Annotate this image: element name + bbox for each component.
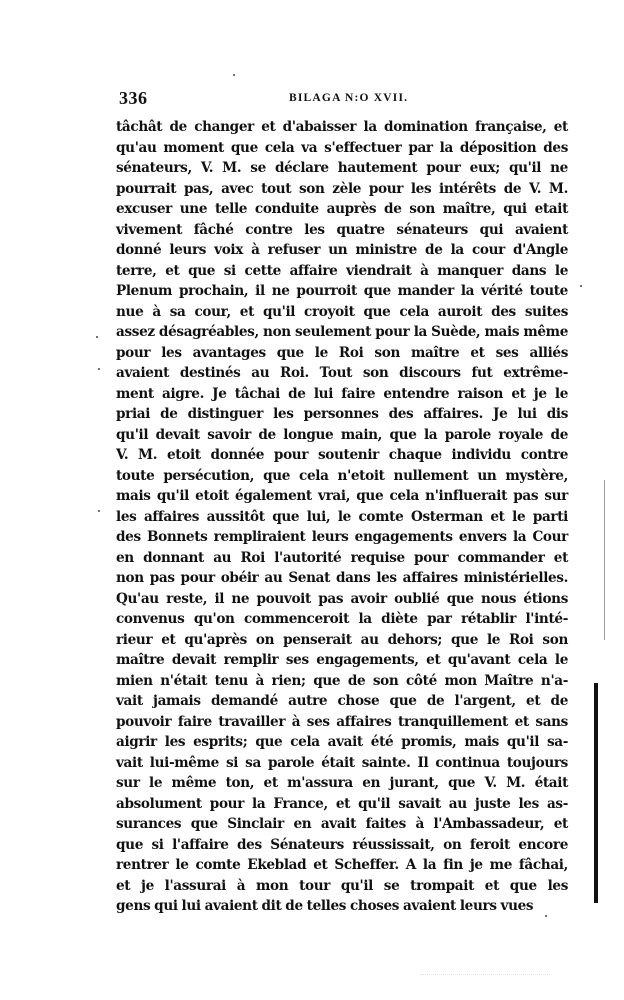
text-line: rentrer le comte Ekeblad et Scheffer. A la fin je me fâchai, — [116, 857, 568, 873]
text-line: sur le même ton, et m'assura en jurant, que V. M. était — [116, 775, 568, 791]
page-header — [119, 88, 567, 112]
ink-speck — [545, 915, 547, 917]
text-line: gens qui lui avaient dit de telles choses avaient leurs vues — [116, 898, 534, 914]
text-line: convenus qu'on commenceroit la diète par rétablir l'inté- — [116, 611, 568, 627]
text-line: donné leurs voix à refuser un ministre de la cour d'Angle — [116, 242, 568, 258]
faint-library-stamp — [420, 960, 550, 975]
text-line: aigrir les esprits; que cela avait été promis, mais qu'il sa- — [116, 734, 568, 750]
text-line: vivement fâché contre les quatre sénateurs qui avaient — [116, 221, 568, 238]
ink-speck — [98, 368, 100, 370]
text-line: mien n'était tenu à rien; que de son côté mon Maître n'a- — [116, 672, 568, 689]
text-line: rieur et qu'après on penserait au dehors; que le Roi son — [116, 631, 568, 648]
text-line: non pas pour obéir au Senat dans les affaires ministérielles. — [116, 570, 568, 586]
margin-faint-line — [604, 480, 605, 640]
margin-binding-bar — [594, 683, 598, 903]
text-line: les affaires aussitôt que lui, le comte Osterman et le parti — [116, 508, 568, 525]
text-line: surances que Sinclair en avait faites à l'Ambassadeur, et — [116, 816, 568, 832]
ink-speck — [98, 510, 100, 512]
text-line: toute persécution, que cela n'etoit nullement un mystère, — [116, 467, 568, 484]
text-line: en donnant au Roi l'autorité requise pour commander et — [116, 549, 568, 566]
text-line: qu'au moment que cela va s'effectuer par la déposition des — [116, 139, 568, 156]
ink-speck — [233, 74, 235, 76]
body-text — [116, 117, 568, 917]
text-line: et je l'assurai à mon tour qu'il se trompait et que les — [116, 877, 568, 894]
running-title: BILAGA N:O XVII. — [289, 92, 409, 104]
text-line: priai de distinguer les personnes des affaires. Je lui dis — [116, 406, 568, 422]
text-line: nue à sa cour, et qu'il croyoit que cela auroit des suites — [116, 303, 568, 320]
text-line: pour les avantages que le Roi son maître et ses alliés — [116, 344, 568, 361]
text-line: sénateurs, V. M. se déclare hautement pour eux; qu'il ne — [116, 160, 568, 176]
text-line: pourrait pas, avec tout son zèle pour les intérêts de V. M. — [116, 180, 568, 197]
text-line: que si l'affaire des Sénateurs réussissait, on feroit encore — [116, 836, 568, 853]
text-line: maître devait remplir ses engagements, et qu'avant cela le — [116, 652, 568, 668]
text-line: des Bonnets rempliraient leurs engagements envers la Cour — [116, 529, 568, 545]
text-line: mais qu'il etoit également vrai, que cela n'influerait pas sur — [116, 488, 568, 504]
text-line: ment aigre. Je tâchai de lui faire entendre raison et je le — [116, 385, 568, 402]
text-line: terre, et que si cette affaire viendrait à manquer dans le — [116, 262, 568, 279]
text-line: Plenum prochain, il ne pourroit que mander la vérité toute — [116, 283, 568, 299]
text-line: vait jamais demandé autre chose que de l'argent, et de — [116, 693, 568, 709]
page-number: 336 — [119, 88, 148, 108]
ink-speck — [96, 336, 98, 338]
text-line: absolument pour la France, et qu'il savait au juste les as- — [116, 795, 568, 812]
text-line: tâchât de changer et d'abaisser la domination française, et — [116, 119, 568, 135]
text-line: vait lui-même si sa parole était sainte. Il continua toujours — [116, 754, 568, 771]
ink-speck — [580, 285, 582, 287]
text-line: qu'il devait savoir de longue main, que la parole royale de — [116, 426, 568, 443]
text-line: Qu'au reste, il ne pouvoit pas avoir oublié que nous étions — [116, 590, 568, 607]
text-line: V. M. etoit donnée pour soutenir chaque individu contre — [116, 447, 568, 463]
text-line: pouvoir faire travailler à ses affaires tranquillement et sans — [116, 713, 568, 730]
text-line: excuser une telle conduite auprès de son maître, qui etait — [116, 201, 568, 217]
text-line: assez désagréables, non seulement pour la Suède, mais même — [116, 324, 568, 340]
text-line: avaient destinés au Roi. Tout son discours fut extrême- — [116, 365, 568, 381]
